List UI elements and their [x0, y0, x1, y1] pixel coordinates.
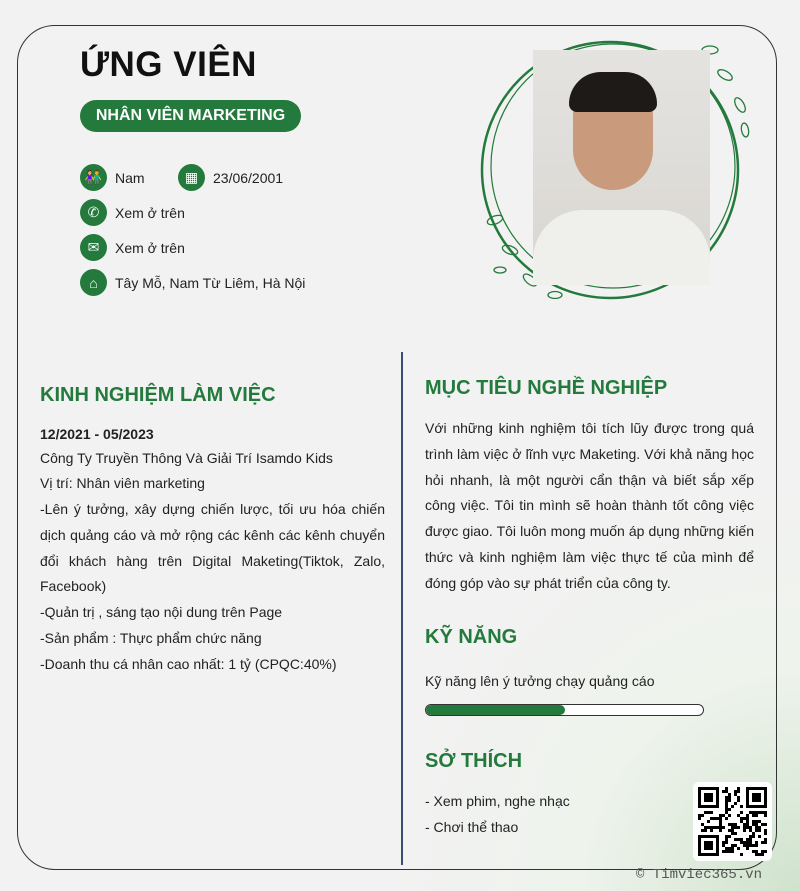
skill-name: Kỹ năng lên ý tưởng chạy quảng cáo [425, 673, 655, 689]
objective-text: Với những kinh nghiệm tôi tích lũy được trong quá trình làm việc ở lĩnh vực Maketing. Với khả năng học hỏi nhanh, là một người cẩn thận và biết sắp xếp công việc. Tôi tin mình sẽ hoàn thành tốt công việc được giao. Tôi luôn mong muốn áp dụng những kiến thức và kinh nghiệm làm việc thực tế của mình để đóng góp vào sự phát triển của công ty. [425, 420, 754, 591]
gender-value: Nam [115, 169, 145, 186]
email-value: Xem ở trên [115, 239, 185, 256]
experience-detail: -Sản phẩm : Thực phẩm chức năng [40, 629, 262, 646]
gender-row [80, 164, 145, 191]
phone-row [80, 199, 185, 226]
email-row [80, 234, 185, 261]
experience-company: Công Ty Truyền Thông Và Giải Trí Isamdo Kids [40, 450, 333, 466]
hobby-item: - Chơi thể thao [425, 819, 519, 835]
experience-detail: -Lên ý tưởng, xây dựng chiến lược, tối ưu hóa chiến dịch quảng cáo và mở rộng các kênh các kênh chuyển đổi khách hàng trên Digital Maketing(Tiktok, Zalo, Facebook) [40, 501, 385, 595]
phone-value: Xem ở trên [115, 204, 185, 221]
address-row [80, 269, 305, 296]
experience-detail: -Quản trị , sáng tạo nội dung trên Page [40, 604, 283, 621]
skills-heading: KỸ NĂNG [425, 626, 518, 648]
qr-code [693, 782, 772, 861]
candidate-photo [533, 50, 710, 285]
hobby-item: - Xem phim, nghe nhạc [425, 793, 570, 809]
hobbies-heading: SỞ THÍCH [425, 750, 523, 772]
experience-period: 12/2021 - 05/2023 [40, 426, 154, 442]
home-icon: ⌂ [80, 269, 107, 296]
birthday-value: 23/06/2001 [213, 169, 284, 186]
page-title: ỨNG VIÊN [80, 45, 257, 84]
experience-detail: -Doanh thu cá nhân cao nhất: 1 tỷ (CPQC:40%) [40, 655, 337, 672]
skill-progress-fill [426, 705, 565, 715]
copyright: © Timviec365.vn [636, 867, 763, 883]
skill-progress-bar [425, 704, 704, 716]
experience-details [40, 497, 385, 678]
experience-role: Vị trí: Nhân viên marketing [40, 475, 205, 491]
gender-icon: 👫 [80, 164, 107, 191]
address-value: Tây Mỗ, Nam Từ Liêm, Hà Nội [115, 274, 306, 291]
column-divider [401, 352, 403, 865]
position-badge: NHÂN VIÊN MARKETING [80, 100, 301, 132]
phone-icon: ✆ [80, 199, 107, 226]
birthday-row [178, 164, 283, 191]
email-icon: ✉ [80, 234, 107, 261]
experience-heading: KINH NGHIỆM LÀM VIỆC [40, 384, 276, 406]
calendar-icon: ▦ [178, 164, 205, 191]
objective-heading: MỤC TIÊU NGHỀ NGHIỆP [425, 377, 668, 399]
